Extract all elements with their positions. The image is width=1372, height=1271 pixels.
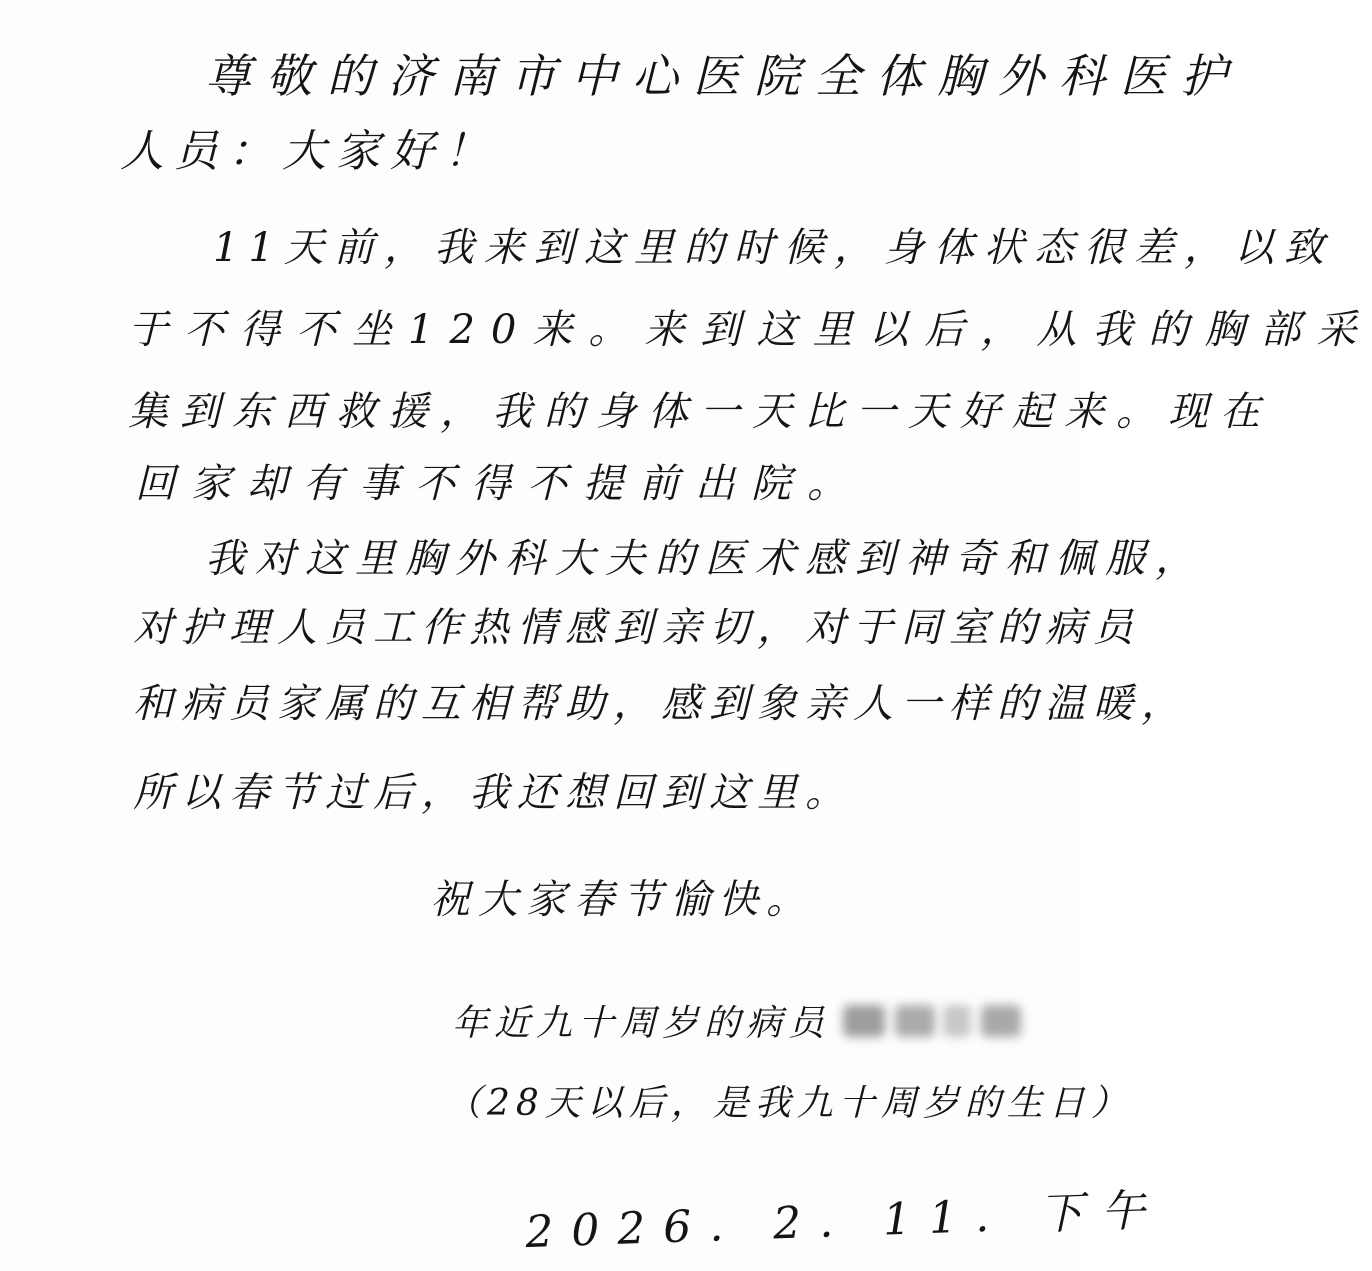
paragraph-2-line-2: 对护理人员工作热情感到亲切，对于同室的病员 [133,605,1141,651]
salutation-line-2: 人员：大家好！ [120,126,498,177]
paragraph-2-line-1: 我对这里胸外科大夫的医术感到神奇和佩服， [205,536,1205,582]
paragraph-2-line-4: 所以春节过后，我还想回到这里。 [133,770,853,816]
closing-wish: 祝大家春节愉快。 [430,877,814,923]
paragraph-2-line-3: 和病员家属的互相帮助，感到象亲人一样的温暖， [133,681,1189,727]
signature-text: 年近九十周岁的病员 [452,1003,831,1044]
paragraph-1-line-4: 回家却有事不得不提前出院。 [135,461,863,507]
signature-line [452,995,1023,1055]
paragraph-1-line-2: 于不得不坐120来。来到这里以后，从我的胸部采 [128,307,1372,353]
paragraph-1-line-1: 11天前，我来到这里的时候，身体状态很差，以致 [213,225,1334,271]
birthday-note: （28天以后，是我九十周岁的生日） [445,1083,1133,1124]
paragraph-1-line-3: 集到东西救援，我的身体一天比一天好起来。现在 [128,389,1272,435]
salutation-line-1: 尊敬的济南市中心医院全体胸外科医护 [205,49,1242,103]
blurred-name-redaction [843,1001,1023,1041]
letter-date: 2026. 2. 11. 下午 [524,1184,1164,1259]
